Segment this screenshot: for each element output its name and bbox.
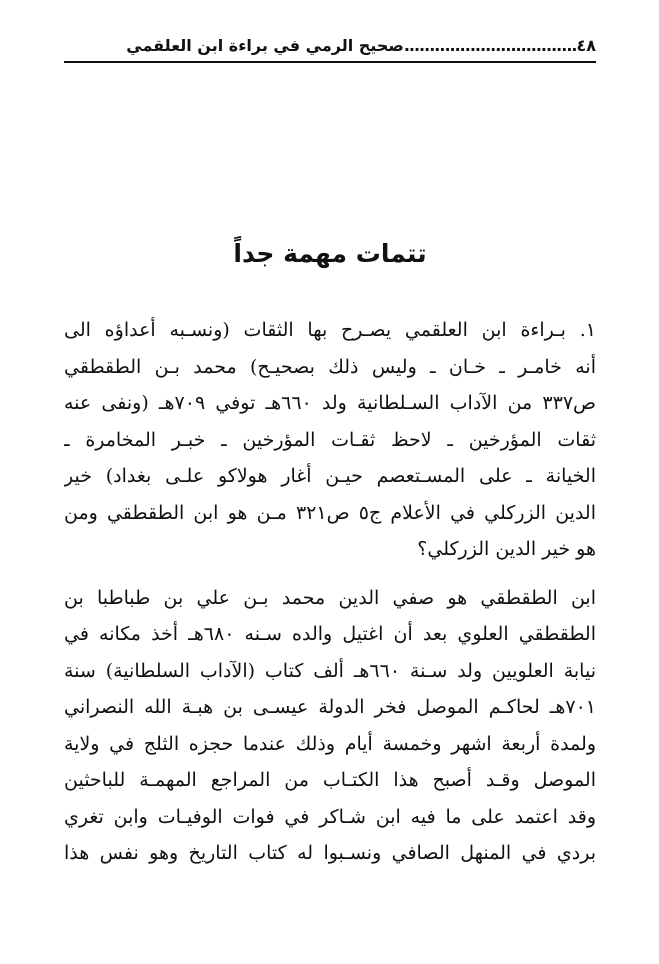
text-line: نيابة العلويين ولد سـنة ٦٦٠هـ ألف كتاب (الآداب السلطانية) سنة <box>64 659 596 682</box>
paragraph-2 <box>64 580 596 872</box>
body-text <box>64 312 596 872</box>
running-header <box>64 32 596 58</box>
text-line: الطقطقي العلوي بعد أن اغتيل والده سـنه ٦٨٠هـ أخذ مكانه في <box>64 623 596 645</box>
text-line: الموصل وقـد أصبح هذا الكتـاب من المراجع المهمـة للباحثين <box>64 769 596 791</box>
page-number: ٤٨ <box>576 35 596 55</box>
section-title: تتمات مهمة جداً <box>233 239 427 268</box>
text-line: وقد اعتمد على ما فيه ابن شـاكر في فوات الوفيـات وابن تغري <box>64 805 596 828</box>
text-line: هو خير الدين الزركلي؟ <box>417 538 596 560</box>
paragraph-gap <box>64 568 596 580</box>
paragraph-1 <box>64 312 596 568</box>
text-line: ولمدة أربعة اشهر وخمسة أيام وذلك عندما حجزه الثلج في ولاية <box>64 732 596 755</box>
text-line: ص٣٣٧ من الآداب السـلطانية ولد ٦٦٠هـ توفي ٧٠٩هـ (ونفى عنه <box>64 392 596 414</box>
text-line: ٧٠١هـ لحاكـم الموصل فخر الدولة عيسـى بن هبـة الله النصراني <box>64 696 596 718</box>
text-line: ثقات المؤرخين ـ لاحظ ثقـات المؤرخين ـ خبـر المخامرة ـ <box>64 428 596 451</box>
text-line: أنه خامـر ـ خـان ـ وليس ذلك بصحيـح) محمد بـن الطقطقي <box>64 355 596 378</box>
text-line: ١. بـراءة ابن العلقمي يصـرح بها الثقات (ونسـبه أعداؤه الى <box>64 319 596 341</box>
header-rule <box>64 61 596 63</box>
text-line: الدين الزركلي في الأعلام ج٥ ص٣٢١ مـن هو ابن الطقطقي ومن <box>64 501 596 524</box>
header-leader-dots: .................................. <box>403 35 577 55</box>
text-line: الخيانة ـ على المسـتعصم حيـن أغار هولاكو علـى بغداد) خير <box>64 465 596 487</box>
text-line: ابن الطقطقي هو صفي الدين محمد بـن علي بن طباطبا بن <box>64 586 596 609</box>
text-line: بردي في المنهل الصافي ونسـبوا له كتاب التاريخ وهو نفس هذا <box>64 842 596 864</box>
running-header-title: صحيح الرمي في براءة ابن العلقمي <box>126 35 404 55</box>
